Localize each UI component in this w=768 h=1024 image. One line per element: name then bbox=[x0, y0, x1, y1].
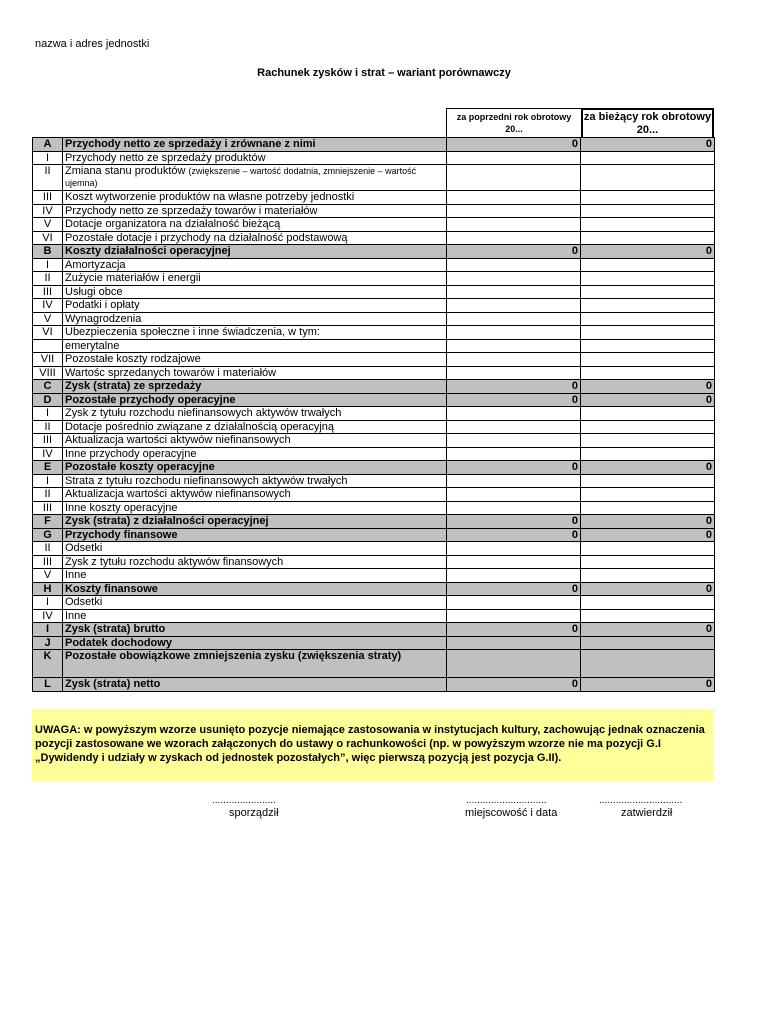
row-description: Przychody netto ze sprzedaży towarów i materiałów bbox=[63, 204, 447, 218]
table-row bbox=[33, 326, 715, 340]
previous-year-value: 0 bbox=[447, 393, 581, 407]
row-number: I bbox=[33, 474, 63, 488]
table-row bbox=[33, 596, 715, 610]
row-description: Przychody netto ze sprzedaży produktów bbox=[63, 151, 447, 165]
current-year-value bbox=[581, 258, 715, 272]
previous-year-value: 0 bbox=[447, 528, 581, 542]
row-number: L bbox=[33, 678, 63, 692]
column-header-current-year: za bieżący rok obrotowy 20... bbox=[581, 108, 714, 137]
previous-year-value bbox=[447, 474, 581, 488]
current-year-value bbox=[581, 312, 715, 326]
previous-year-value bbox=[447, 218, 581, 232]
row-number: II bbox=[33, 420, 63, 434]
table-row bbox=[33, 339, 715, 353]
current-year-value bbox=[581, 650, 715, 678]
previous-year-value bbox=[447, 420, 581, 434]
table-row bbox=[33, 218, 715, 232]
unit-name: nazwa i adres jednostki bbox=[35, 38, 150, 50]
table-row bbox=[33, 528, 715, 542]
table-row bbox=[33, 515, 715, 529]
table-row bbox=[33, 151, 715, 165]
document-title: Rachunek zysków i strat – wariant porównawczy bbox=[257, 67, 511, 79]
current-year-value bbox=[581, 501, 715, 515]
row-description: Odsetki bbox=[63, 542, 447, 556]
row-number: III bbox=[33, 191, 63, 205]
row-description: Wartośc sprzedanych towarów i materiałów bbox=[63, 366, 447, 380]
row-description: Koszt wytworzenie produktów na własne potrzeby jednostki bbox=[63, 191, 447, 205]
row-number: IV bbox=[33, 299, 63, 313]
row-number: C bbox=[33, 380, 63, 394]
current-year-value: 0 bbox=[581, 678, 715, 692]
row-number: V bbox=[33, 569, 63, 583]
previous-year-value bbox=[447, 447, 581, 461]
current-year-value bbox=[581, 596, 715, 610]
table-row bbox=[33, 138, 715, 152]
previous-year-value: 0 bbox=[447, 138, 581, 152]
row-number bbox=[33, 339, 63, 353]
row-number: III bbox=[33, 501, 63, 515]
column-header-previous-year: za poprzedni rok obrotowy 20... bbox=[446, 108, 581, 137]
previous-year-value: 0 bbox=[447, 245, 581, 259]
row-number: V bbox=[33, 312, 63, 326]
previous-year-value bbox=[447, 231, 581, 245]
previous-year-value bbox=[447, 204, 581, 218]
table-row bbox=[33, 501, 715, 515]
current-year-value bbox=[581, 609, 715, 623]
profit-loss-table-body bbox=[33, 138, 715, 692]
table-row bbox=[33, 555, 715, 569]
current-year-value: 0 bbox=[581, 393, 715, 407]
table-row bbox=[33, 447, 715, 461]
row-number: A bbox=[33, 138, 63, 152]
table-row bbox=[33, 636, 715, 650]
previous-year-value bbox=[447, 285, 581, 299]
current-year-value bbox=[581, 191, 715, 205]
row-number: VIII bbox=[33, 366, 63, 380]
row-description: Inne koszty operacyjne bbox=[63, 501, 447, 515]
row-number: II bbox=[33, 165, 63, 191]
row-number: II bbox=[33, 542, 63, 556]
previous-year-value bbox=[447, 434, 581, 448]
table-row bbox=[33, 650, 715, 678]
row-description: Odsetki bbox=[63, 596, 447, 610]
table-row bbox=[33, 272, 715, 286]
previous-year-value bbox=[447, 326, 581, 340]
row-number: I bbox=[33, 151, 63, 165]
previous-year-value: 0 bbox=[447, 678, 581, 692]
place-date-label: miejscowość i data bbox=[465, 807, 558, 819]
previous-year-value bbox=[447, 596, 581, 610]
table-row bbox=[33, 366, 715, 380]
row-number: E bbox=[33, 461, 63, 475]
row-description: Przychody netto ze sprzedaży i zrównane z nimi bbox=[63, 138, 447, 152]
row-description: Ubezpieczenia społeczne i inne świadczenia, w tym: bbox=[63, 326, 447, 340]
current-year-value: 0 bbox=[581, 138, 715, 152]
row-description: Dotacje pośrednio związane z działalnością operacyjną bbox=[63, 420, 447, 434]
previous-year-value bbox=[447, 299, 581, 313]
current-year-value: 0 bbox=[581, 515, 715, 529]
row-number: IV bbox=[33, 447, 63, 461]
current-year-value bbox=[581, 447, 715, 461]
row-description: Podatek dochodowy bbox=[63, 636, 447, 650]
table-row bbox=[33, 488, 715, 502]
current-year-value bbox=[581, 434, 715, 448]
row-description: Wynagrodzenia bbox=[63, 312, 447, 326]
previous-year-value bbox=[447, 151, 581, 165]
row-description: Pozostałe koszty rodzajowe bbox=[63, 353, 447, 367]
previous-year-value: 0 bbox=[447, 515, 581, 529]
current-year-value bbox=[581, 542, 715, 556]
previous-year-value bbox=[447, 501, 581, 515]
previous-year-value bbox=[447, 258, 581, 272]
row-number: V bbox=[33, 218, 63, 232]
row-number: VI bbox=[33, 231, 63, 245]
current-year-value bbox=[581, 474, 715, 488]
current-year-value bbox=[581, 569, 715, 583]
prepared-by-line: ....................... bbox=[212, 795, 276, 806]
row-description: Amortyzacja bbox=[63, 258, 447, 272]
row-number: G bbox=[33, 528, 63, 542]
row-number: I bbox=[33, 623, 63, 637]
current-year-value bbox=[581, 555, 715, 569]
prepared-by-label: sporządził bbox=[229, 807, 279, 819]
row-description-note: (zwiększenie – wartość dodatnia, zmniejszenie – wartość ujemna) bbox=[65, 166, 417, 188]
current-year-value: 0 bbox=[581, 245, 715, 259]
row-number: I bbox=[33, 258, 63, 272]
table-row bbox=[33, 165, 715, 191]
table-row bbox=[33, 582, 715, 596]
row-number: VII bbox=[33, 353, 63, 367]
previous-year-value bbox=[447, 636, 581, 650]
row-number: I bbox=[33, 407, 63, 421]
row-description: Podatki i opłaty bbox=[63, 299, 447, 313]
row-number: IV bbox=[33, 204, 63, 218]
row-number: IV bbox=[33, 609, 63, 623]
current-year-value: 0 bbox=[581, 528, 715, 542]
table-row bbox=[33, 420, 715, 434]
current-year-value: 0 bbox=[581, 582, 715, 596]
table-row bbox=[33, 191, 715, 205]
note-box: UWAGA: w powyższym wzorze usunięto pozycje niemające zastosowania w instytucjach kultury, zachowując jednak oznaczenia pozycji zastosowane we wzorach załączonych do ustawy o rachunkowości (np. w powyższym wzorze nie ma pozycji G.I „Dywidendy i udziały w zyskach od jednostek pozostałych”, więc pierwszą pozycją jest pozycja G.II). bbox=[32, 709, 714, 781]
current-year-value bbox=[581, 420, 715, 434]
table-row bbox=[33, 461, 715, 475]
row-number: II bbox=[33, 488, 63, 502]
row-description: Zysk (strata) ze sprzedaży bbox=[63, 380, 447, 394]
row-number: III bbox=[33, 434, 63, 448]
previous-year-value bbox=[447, 407, 581, 421]
row-description: Inne bbox=[63, 609, 447, 623]
table-row bbox=[33, 678, 715, 692]
current-year-value bbox=[581, 272, 715, 286]
current-year-value bbox=[581, 326, 715, 340]
row-description: Zużycie materiałów i energii bbox=[63, 272, 447, 286]
current-year-value bbox=[581, 488, 715, 502]
row-description: Koszty finansowe bbox=[63, 582, 447, 596]
row-description bbox=[63, 165, 447, 191]
row-number: III bbox=[33, 285, 63, 299]
previous-year-value bbox=[447, 488, 581, 502]
previous-year-value bbox=[447, 569, 581, 583]
previous-year-value bbox=[447, 650, 581, 678]
table-row bbox=[33, 569, 715, 583]
previous-year-value bbox=[447, 339, 581, 353]
table-row bbox=[33, 285, 715, 299]
table-row bbox=[33, 245, 715, 259]
profit-loss-table bbox=[32, 137, 715, 692]
row-description: Zysk (strata) brutto bbox=[63, 623, 447, 637]
previous-year-value bbox=[447, 165, 581, 191]
row-description: Zysk (strata) netto bbox=[63, 678, 447, 692]
row-description: emerytalne bbox=[63, 339, 447, 353]
current-year-value bbox=[581, 339, 715, 353]
row-number: VI bbox=[33, 326, 63, 340]
table-row bbox=[33, 434, 715, 448]
row-description: Koszty działalności operacyjnej bbox=[63, 245, 447, 259]
previous-year-value bbox=[447, 542, 581, 556]
table-row bbox=[33, 258, 715, 272]
table-row bbox=[33, 393, 715, 407]
current-year-value bbox=[581, 165, 715, 191]
row-description: Usługi obce bbox=[63, 285, 447, 299]
previous-year-value bbox=[447, 609, 581, 623]
row-description: Strata z tytułu rozchodu niefinansowych aktywów trwałych bbox=[63, 474, 447, 488]
row-description: Inne bbox=[63, 569, 447, 583]
row-description-text: Zmiana stanu produktów bbox=[65, 165, 186, 177]
current-year-value bbox=[581, 231, 715, 245]
previous-year-value: 0 bbox=[447, 582, 581, 596]
row-number: B bbox=[33, 245, 63, 259]
row-description: Pozostałe przychody operacyjne bbox=[63, 393, 447, 407]
row-description: Pozostałe koszty operacyjne bbox=[63, 461, 447, 475]
approved-by-label: zatwierdził bbox=[621, 807, 673, 819]
current-year-value bbox=[581, 151, 715, 165]
row-number: D bbox=[33, 393, 63, 407]
current-year-value: 0 bbox=[581, 623, 715, 637]
current-year-value bbox=[581, 285, 715, 299]
current-year-value bbox=[581, 353, 715, 367]
table-row bbox=[33, 299, 715, 313]
previous-year-value: 0 bbox=[447, 461, 581, 475]
row-number: J bbox=[33, 636, 63, 650]
row-description: Zysk (strata) z działalności operacyjnej bbox=[63, 515, 447, 529]
current-year-value: 0 bbox=[581, 380, 715, 394]
row-number: H bbox=[33, 582, 63, 596]
current-year-value bbox=[581, 636, 715, 650]
current-year-value bbox=[581, 366, 715, 380]
previous-year-value bbox=[447, 366, 581, 380]
current-year-value bbox=[581, 299, 715, 313]
row-description: Aktualizacja wartości aktywów niefinansowych bbox=[63, 434, 447, 448]
row-number: F bbox=[33, 515, 63, 529]
row-number: K bbox=[33, 650, 63, 678]
table-row bbox=[33, 474, 715, 488]
row-description: Pozostałe dotacje i przychody na działalność podstawową bbox=[63, 231, 447, 245]
row-description: Dotacje organizatora na działalność bieżącą bbox=[63, 218, 447, 232]
approved-by-line: .............................. bbox=[599, 795, 683, 806]
previous-year-value: 0 bbox=[447, 380, 581, 394]
table-row bbox=[33, 380, 715, 394]
row-description: Aktualizacja wartości aktywów niefinansowych bbox=[63, 488, 447, 502]
previous-year-value: 0 bbox=[447, 623, 581, 637]
table-row bbox=[33, 231, 715, 245]
row-description: Przychody finansowe bbox=[63, 528, 447, 542]
current-year-value bbox=[581, 218, 715, 232]
current-year-value bbox=[581, 204, 715, 218]
previous-year-value bbox=[447, 353, 581, 367]
table-row bbox=[33, 407, 715, 421]
place-date-line: ............................. bbox=[466, 795, 547, 806]
current-year-value: 0 bbox=[581, 461, 715, 475]
row-number: I bbox=[33, 596, 63, 610]
row-number: II bbox=[33, 272, 63, 286]
previous-year-value bbox=[447, 191, 581, 205]
row-number: III bbox=[33, 555, 63, 569]
table-row bbox=[33, 609, 715, 623]
previous-year-value bbox=[447, 272, 581, 286]
row-description: Pozostałe obowiązkowe zmniejszenia zysku (zwiększenia straty) bbox=[63, 650, 447, 678]
row-description: Inne przychody operacyjne bbox=[63, 447, 447, 461]
table-row bbox=[33, 204, 715, 218]
table-row bbox=[33, 542, 715, 556]
table-row bbox=[33, 312, 715, 326]
row-description: Zysk z tytułu rozchodu niefinansowych aktywów trwałych bbox=[63, 407, 447, 421]
table-row bbox=[33, 623, 715, 637]
row-description: Zysk z tytułu rozchodu aktywów finansowych bbox=[63, 555, 447, 569]
table-row bbox=[33, 353, 715, 367]
previous-year-value bbox=[447, 555, 581, 569]
previous-year-value bbox=[447, 312, 581, 326]
current-year-value bbox=[581, 407, 715, 421]
